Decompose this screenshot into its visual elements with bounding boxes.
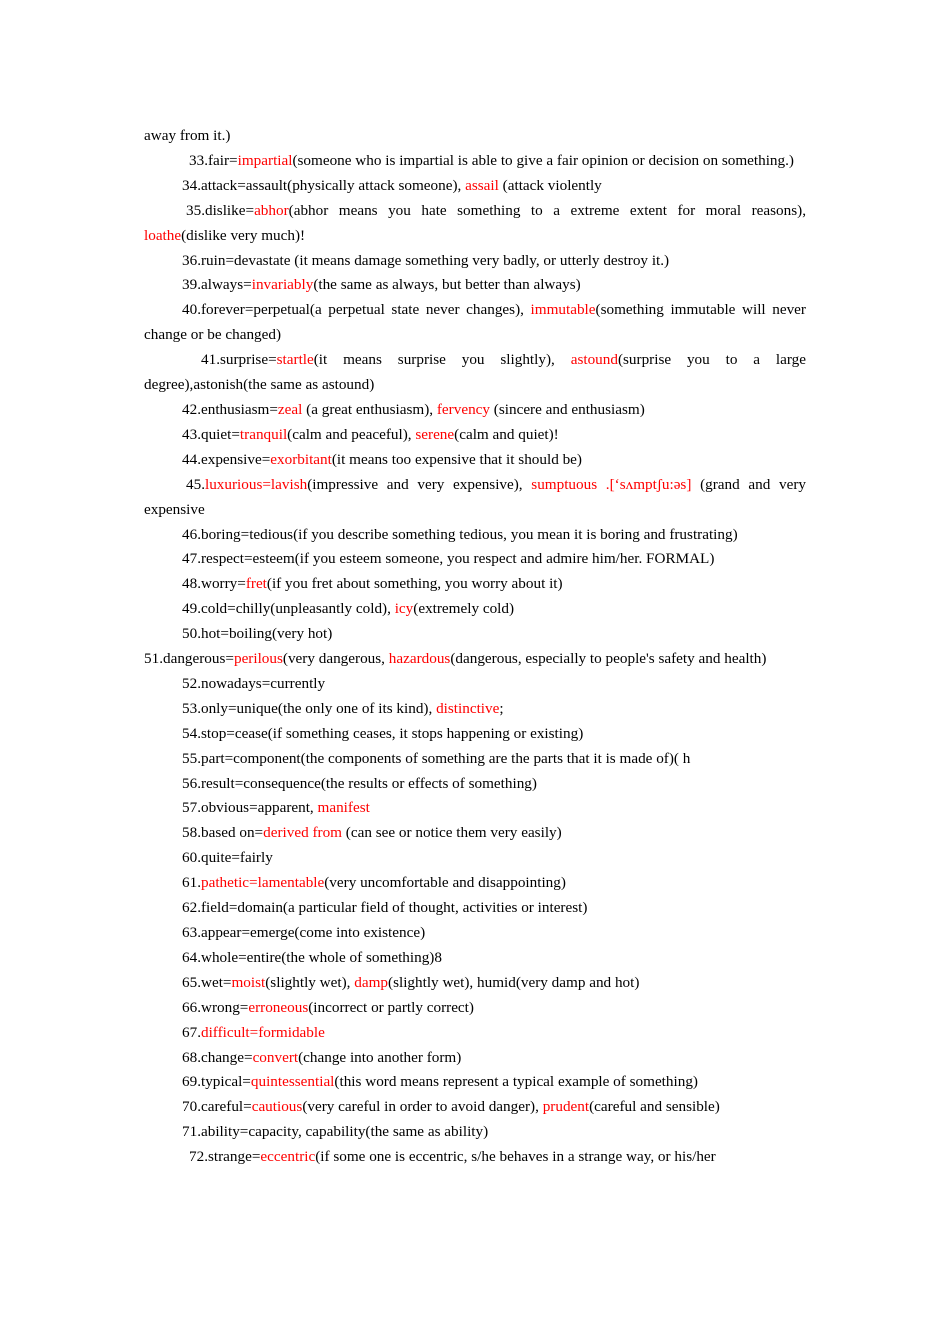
highlighted-word: quintessential (250, 1073, 335, 1091)
highlighted-word: astound (570, 351, 618, 369)
vocab-entry (144, 348, 806, 398)
entry-text: 48.worry= (182, 575, 246, 593)
entry-text: (grand and very expensive (144, 475, 806, 518)
entry-text: 45. (186, 475, 205, 493)
entry-text: (dislike very much)! (181, 226, 306, 244)
entry-text: (this word means represent a typical example of something) (334, 1073, 698, 1091)
entry-text: (extremely cold) (413, 600, 515, 618)
entry-text: (incorrect or partly correct) (308, 998, 474, 1016)
entry-text: 71.ability=capacity, capability(the same as ability) (182, 1123, 489, 1141)
vocab-entry (144, 846, 806, 871)
entry-text: (impressive and very expensive), (307, 475, 532, 493)
vocab-entry (144, 1070, 806, 1095)
vocab-entry (144, 1021, 806, 1046)
vocab-entry (144, 1095, 806, 1120)
highlighted-word: derived from (263, 824, 342, 842)
entry-text: 60.quite=fairly (182, 849, 273, 867)
highlighted-word: abhor (254, 201, 289, 219)
highlighted-word: startle (276, 351, 314, 369)
vocab-entry (144, 124, 806, 149)
entry-text: 43.quiet= (182, 425, 240, 443)
entry-text: (calm and quiet)! (454, 425, 559, 443)
vocab-entry (144, 821, 806, 846)
highlighted-word: moist (231, 973, 266, 991)
entry-text: (careful and sensible) (589, 1098, 720, 1116)
entry-text: 34.attack=assault(physically attack someone), (182, 176, 466, 194)
entry-text: 53.only=unique(the only one of its kind), (182, 699, 437, 717)
highlighted-word: eccentric (260, 1148, 316, 1166)
vocab-entry (144, 697, 806, 722)
entry-text: 65.wet= (182, 973, 232, 991)
entry-text: ; (499, 699, 504, 717)
vocab-entry (144, 448, 806, 473)
vocab-entry (144, 273, 806, 298)
entry-text: 69.typical= (182, 1073, 251, 1091)
highlighted-word: fervency (436, 400, 490, 418)
entry-text: (very careful in order to avoid danger), (302, 1098, 543, 1116)
vocab-entry (144, 149, 806, 174)
highlighted-word: hazardous (388, 650, 451, 668)
highlighted-word: exorbitant (270, 450, 332, 468)
entry-text: (change into another form) (298, 1048, 462, 1066)
vocab-entry (144, 547, 806, 572)
entry-text: (slightly wet), (265, 973, 355, 991)
entry-text: (the same as always, but better than always) (313, 276, 581, 294)
entry-text: 54.stop=cease(if something ceases, it stops happening or existing) (182, 724, 584, 742)
entry-text: (it means surprise you slightly), (313, 351, 571, 369)
highlighted-word: manifest (317, 799, 370, 817)
entry-text: (surprise you to a large degree),astonish(the same as astound) (144, 351, 806, 394)
vocab-entry (144, 946, 806, 971)
entry-text: (if you fret about something, you worry about it) (266, 575, 563, 593)
highlighted-word: pathetic=lamentable (200, 874, 325, 892)
vocab-entry (144, 298, 806, 348)
entry-text: 62.field=domain(a particular field of thought, activities or interest) (182, 899, 588, 917)
highlighted-word: erroneous (248, 998, 309, 1016)
entry-text: 49.cold=chilly(unpleasantly cold), (182, 600, 395, 618)
vocab-entry (144, 249, 806, 274)
entry-text: 56.result=consequence(the results or effects of something) (182, 774, 537, 792)
highlighted-word: immutable (530, 301, 596, 319)
vocab-entry (144, 423, 806, 448)
vocab-entry (144, 921, 806, 946)
entry-text: (someone who is impartial is able to give a fair opinion or decision on something.) (292, 151, 794, 169)
vocab-entry (144, 473, 806, 523)
highlighted-word: perilous (233, 650, 283, 668)
vocab-entry (144, 1145, 806, 1170)
entry-text: 61. (182, 874, 201, 892)
highlighted-word: damp (354, 973, 389, 991)
vocab-entry (144, 572, 806, 597)
entry-text: 44.expensive= (182, 450, 271, 468)
vocab-entry (144, 796, 806, 821)
highlighted-word: distinctive (436, 699, 500, 717)
highlighted-word: assail (465, 176, 499, 194)
entry-text: 66.wrong= (182, 998, 249, 1016)
highlighted-word: difficult=formidable (200, 1023, 325, 1041)
entry-text: 55.part=component(the components of something are the parts that it is made of)( h (182, 749, 691, 767)
vocab-entry (144, 523, 806, 548)
entry-text: (calm and peaceful), (287, 425, 416, 443)
entry-text: 33.fair= (189, 151, 238, 169)
entry-text: 68.change= (182, 1048, 253, 1066)
entry-text: 39.always= (182, 276, 252, 294)
vocab-entry (144, 647, 806, 672)
vocab-entry (144, 996, 806, 1021)
vocab-entry (144, 747, 806, 772)
vocab-entry (144, 199, 806, 249)
entry-text: 40.forever=perpetual(a perpetual state never changes), (182, 301, 531, 319)
vocab-entry (144, 971, 806, 996)
entry-text: (can see or notice them very easily) (341, 824, 562, 842)
entry-text: 64.whole=entire(the whole of something)8 (182, 948, 442, 966)
vocab-entry (144, 772, 806, 797)
vocab-entry (144, 597, 806, 622)
highlighted-word: convert (252, 1048, 299, 1066)
entry-text: (a great enthusiasm), (302, 400, 437, 418)
entry-text: away from it.) (144, 127, 231, 144)
entry-text: 70.careful= (182, 1098, 252, 1116)
highlighted-word: luxurious=lavish (204, 475, 308, 493)
highlighted-word: impartial (237, 151, 293, 169)
entry-text: 58.based on= (182, 824, 264, 842)
entry-text: 50.hot=boiling(very hot) (182, 625, 333, 643)
entry-text: (sincere and enthusiasm) (490, 400, 645, 418)
highlighted-word: icy (394, 600, 414, 618)
entry-text: 47.respect=esteem(if you esteem someone, you respect and admire him/her. FORMAL) (182, 550, 715, 568)
entry-text: (slightly wet), humid(very damp and hot) (388, 973, 640, 991)
vocab-entry (144, 398, 806, 423)
vocab-entry (144, 871, 806, 896)
highlighted-word: sumptuous .[‘sʌmptʃu:əs] (531, 475, 692, 493)
entry-text: 72.strange= (189, 1148, 261, 1166)
entry-text: (something immutable will never change or be changed) (144, 301, 806, 344)
entry-text: 51.dangerous= (144, 650, 234, 668)
vocab-entry (144, 174, 806, 199)
entry-text: 57.obvious=apparent, (182, 799, 318, 817)
entry-text: 46.boring=tedious(if you describe something tedious, you mean it is boring and frustrating) (182, 525, 738, 543)
entry-text: (dangerous, especially to people's safety and health) (450, 650, 767, 668)
document-page (144, 124, 806, 1170)
highlighted-word: tranquil (239, 425, 288, 443)
vocab-entry (144, 672, 806, 697)
highlighted-word: zeal (277, 400, 303, 418)
entry-text: 63.appear=emerge(come into existence) (182, 924, 426, 941)
entry-text: (very uncomfortable and disappointing) (324, 874, 566, 892)
highlighted-word: invariably (251, 276, 314, 294)
entry-text: (if some one is eccentric, s/he behaves in a strange way, or his/her (315, 1148, 716, 1166)
entry-text: 42.enthusiasm= (182, 400, 278, 418)
highlighted-word: fret (245, 575, 267, 593)
vocab-entry (144, 722, 806, 747)
entry-text: 41.surprise= (201, 351, 277, 369)
vocab-entry (144, 1120, 806, 1145)
entry-text: 36.ruin=devastate (it means damage something very badly, or utterly destroy it.) (182, 251, 670, 269)
entry-text: 52.nowadays=currently (182, 674, 326, 692)
vocab-entry (144, 622, 806, 647)
entry-text: (attack violently (498, 176, 602, 194)
highlighted-word: cautious (251, 1098, 303, 1116)
vocab-entry (144, 896, 806, 921)
highlighted-word: loathe (144, 226, 182, 244)
entry-text: 67. (182, 1023, 201, 1041)
entry-text: (it means too expensive that it should be) (331, 450, 582, 468)
highlighted-word: prudent (542, 1098, 590, 1116)
entry-text: (abhor means you hate something to a extreme extent for moral reasons), (288, 201, 806, 219)
vocab-entry (144, 1046, 806, 1071)
entry-text: (very dangerous, (282, 650, 389, 668)
highlighted-word: serene (415, 425, 455, 443)
entry-text: 35.dislike= (186, 201, 255, 219)
